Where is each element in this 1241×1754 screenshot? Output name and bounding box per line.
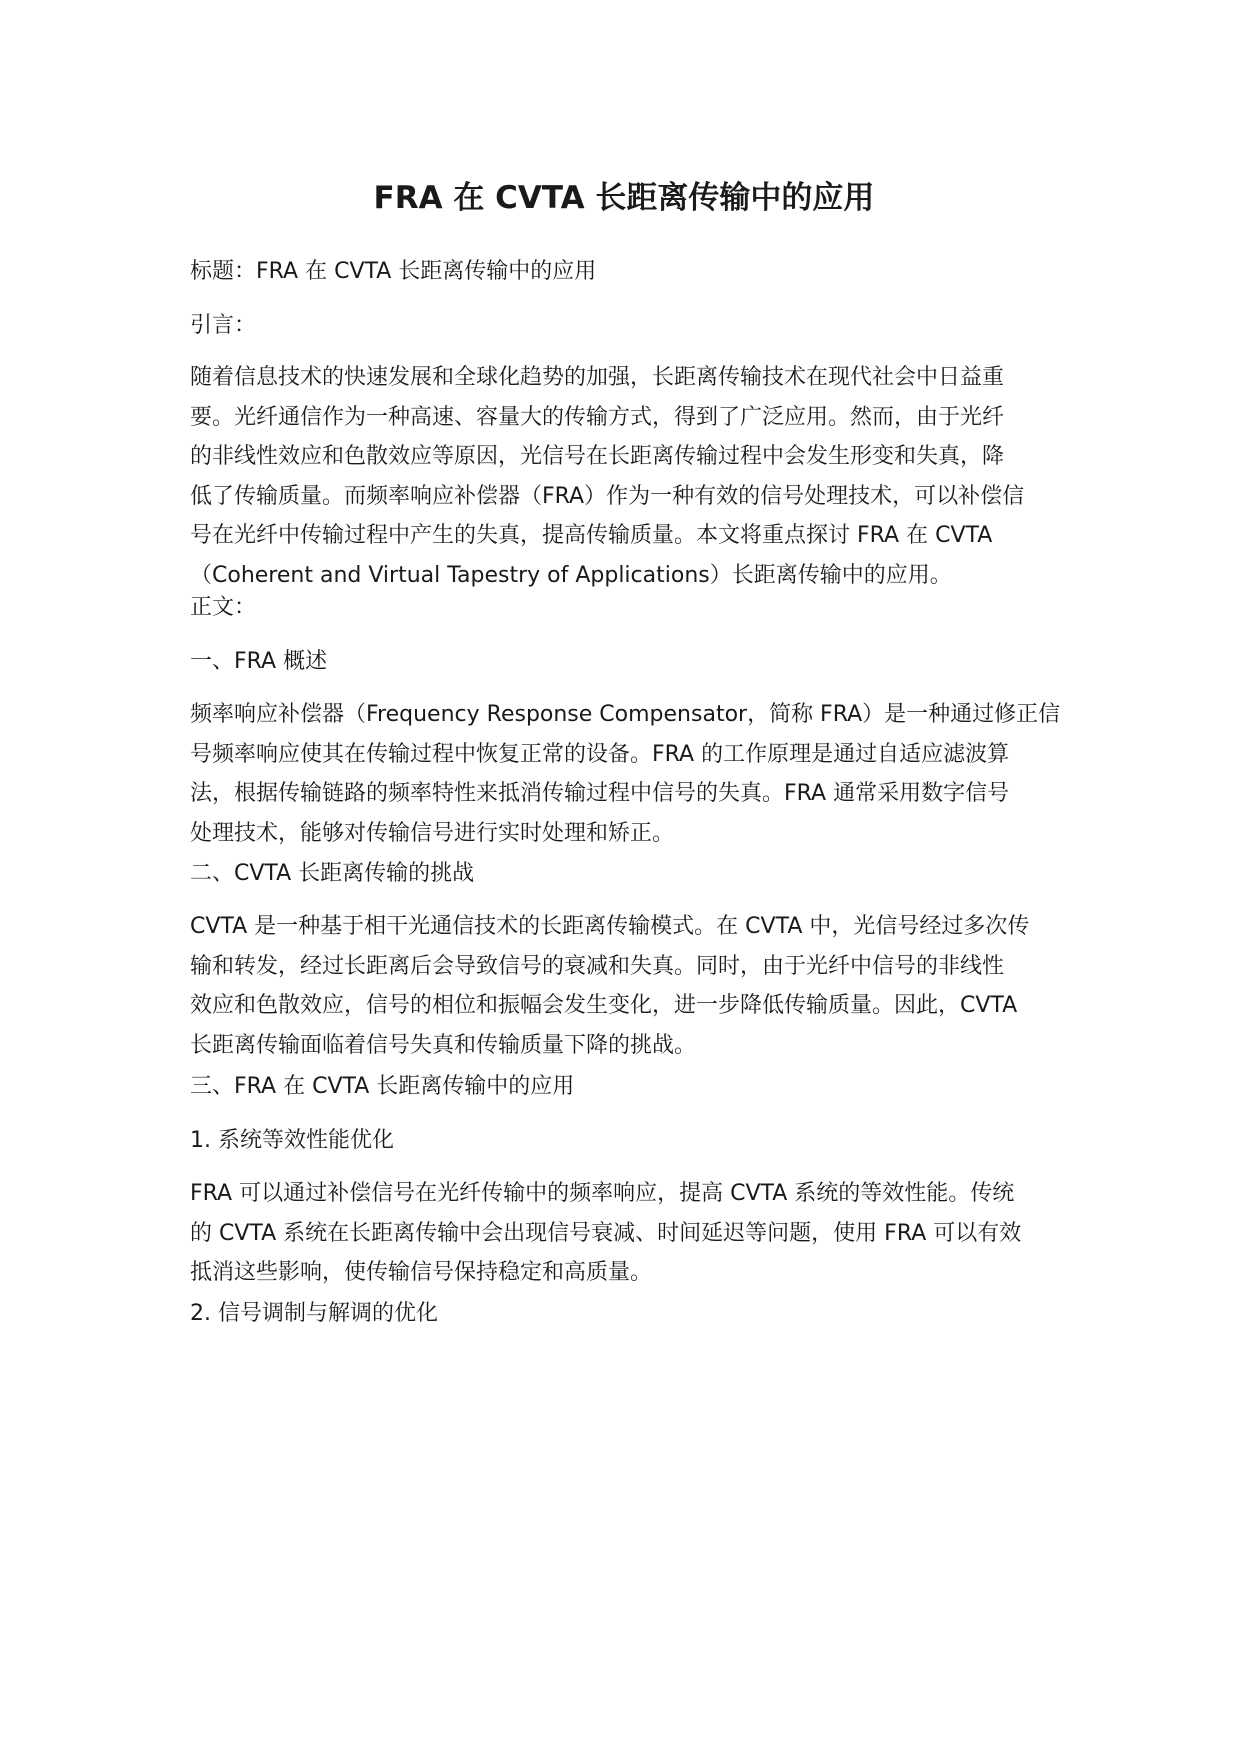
text-line: 输和转发，经过长距离后会导致信号的衰减和失真。同时，由于光纤中信号的非线性 xyxy=(190,953,1005,979)
section-heading-1 xyxy=(190,642,1058,682)
text-line: 正文： xyxy=(190,595,257,620)
text-line: 效应和色散效应，信号的相位和振幅会发生变化，进一步降低传输质量。因此，CVTA xyxy=(190,993,1018,1018)
text-line: 三、FRA 在 CVTA 长距离传输中的应用 xyxy=(190,1074,575,1099)
text-line: 2. 信号调制与解调的优化 xyxy=(190,1301,438,1326)
section-heading-3 xyxy=(190,1067,1058,1107)
text-line: 频率响应补偿器（Frequency Response Compensator，简称 FRA）是一种通过修正信 xyxy=(190,702,1061,727)
paragraph-subject xyxy=(190,252,1058,292)
paragraph-system-optimization xyxy=(190,1174,1058,1293)
subsection-heading-1 xyxy=(190,1121,1058,1161)
text-line: 一、FRA 概述 xyxy=(190,649,328,674)
text-line: 号在光纤中传输过程中产生的失真，提高传输质量。本文将重点探讨 FRA 在 CVTA xyxy=(190,523,993,548)
text-line: CVTA 是一种基于相干光通信技术的长距离传输模式。在 CVTA 中，光信号经过多次传 xyxy=(190,914,1030,939)
text-line: 号频率响应使其在传输过程中恢复正常的设备。FRA 的工作原理是通过自适应滤波算 xyxy=(190,741,1010,767)
text-line: 法，根据传输链路的频率特性来抵消传输过程中信号的失真。FRA 通常采用数字信号 xyxy=(190,781,1010,806)
paragraph-introduction xyxy=(190,358,1058,595)
text-line: FRA 可以通过补偿信号在光纤传输中的频率响应，提高 CVTA 系统的等效性能。传统 xyxy=(190,1181,1015,1206)
text-line: 二、CVTA 长距离传输的挑战 xyxy=(190,861,475,886)
text-line: 抵消这些影响，使传输信号保持稳定和高质量。 xyxy=(190,1260,653,1285)
text-line: 的 CVTA 系统在长距离传输中会出现信号衰减、时间延迟等问题，使用 FRA 可以有效 xyxy=(190,1220,1022,1246)
text-line: 要。光纤通信作为一种高速、容量大的传输方式，得到了广泛应用。然而，由于光纤 xyxy=(190,404,1005,430)
section-heading-2 xyxy=(190,854,1058,894)
text-line: 1. 系统等效性能优化 xyxy=(190,1128,394,1153)
text-line: 标题：FRA 在 CVTA 长距离传输中的应用 xyxy=(190,259,597,284)
text-line: （Coherent and Virtual Tapestry of Applications）长距离传输中的应用。 xyxy=(190,562,952,588)
heading-introduction xyxy=(190,306,1058,346)
document-title: FRA 在 CVTA 长距离传输中的应用 xyxy=(373,180,875,216)
text-line: 处理技术，能够对传输信号进行实时处理和矫正。 xyxy=(190,820,675,846)
paragraph-cvta-challenges xyxy=(190,907,1058,1065)
heading-main-text xyxy=(190,588,1058,628)
text-line: 引言： xyxy=(190,313,257,338)
text-line: 的非线性效应和色散效应等原因，光信号在长距离传输过程中会发生形变和失真，降 xyxy=(190,444,1005,469)
text-line: 低了传输质量。而频率响应补偿器（FRA）作为一种有效的信号处理技术，可以补偿信 xyxy=(190,483,1025,509)
paragraph-fra-overview xyxy=(190,695,1061,853)
text-line: 长距离传输面临着信号失真和传输质量下降的挑战。 xyxy=(190,1032,697,1058)
text-line: 随着信息技术的快速发展和全球化趋势的加强，长距离传输技术在现代社会中日益重 xyxy=(190,365,1005,390)
subsection-heading-2 xyxy=(190,1294,1058,1334)
